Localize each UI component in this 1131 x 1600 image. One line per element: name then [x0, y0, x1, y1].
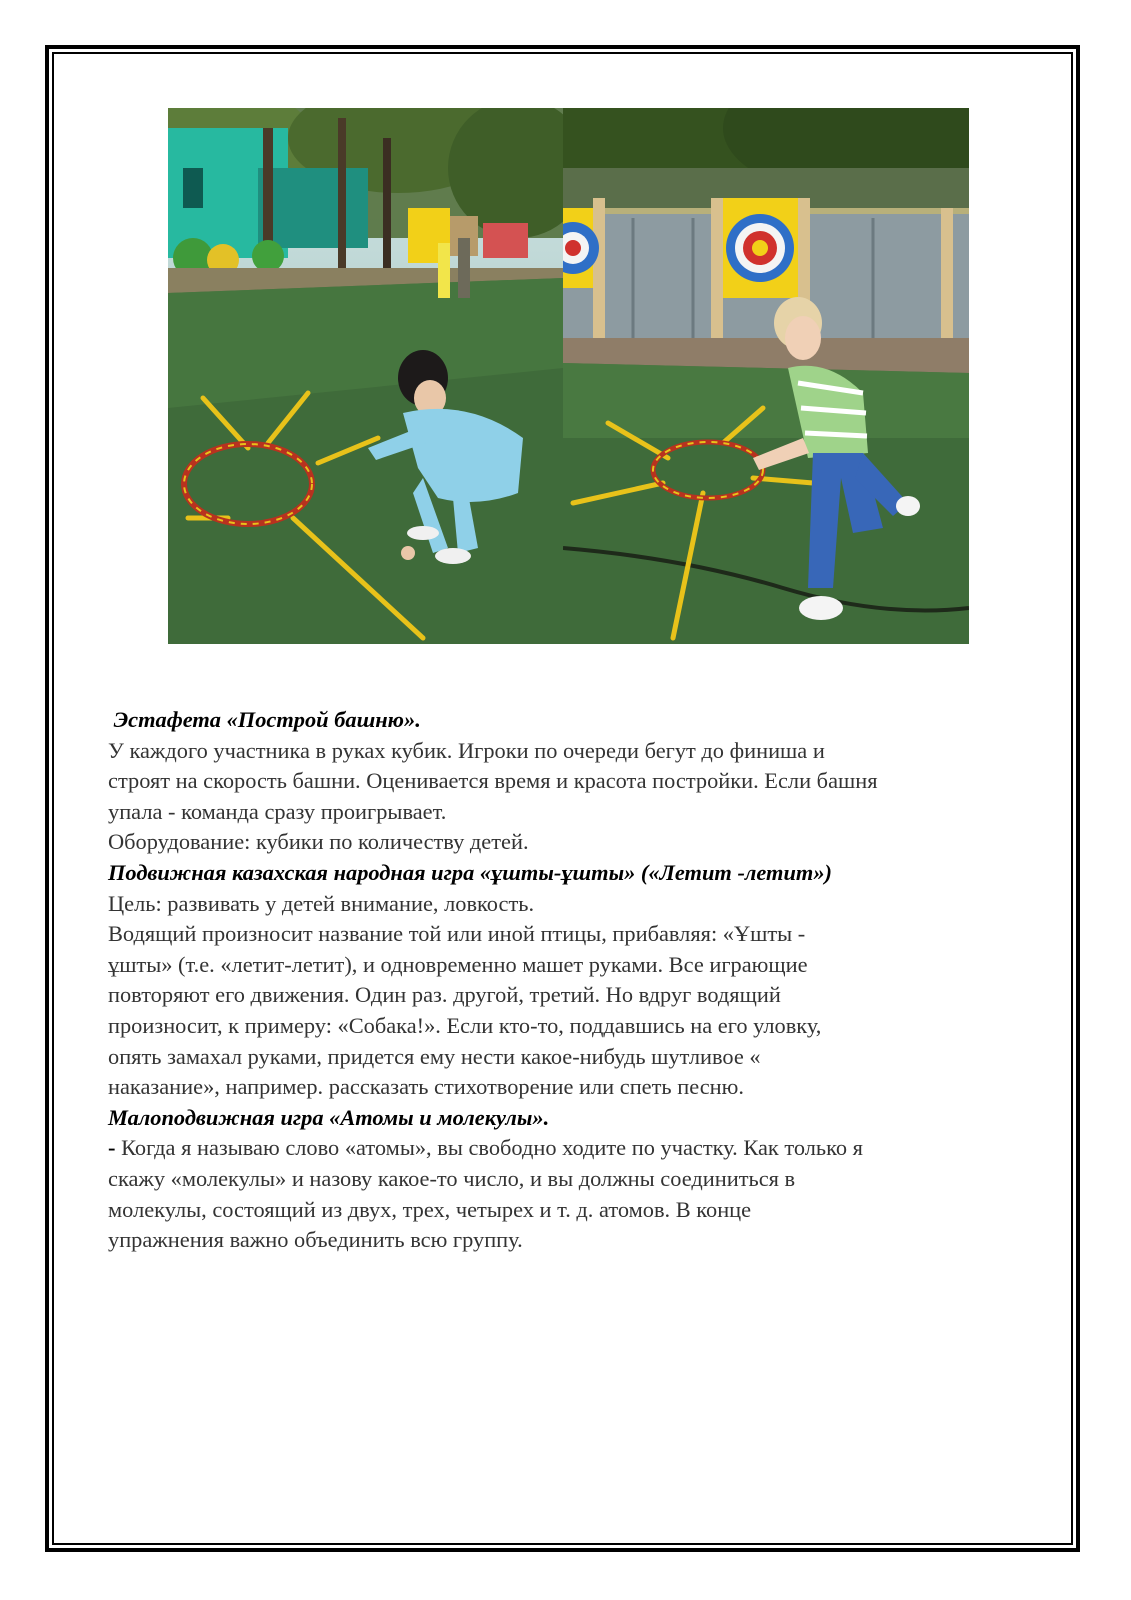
- paragraph-line: У каждого участника в руках кубик. Игроки по очереди бегут до финиша и: [108, 737, 825, 763]
- paragraph-line: [108, 1133, 1043, 1164]
- photo-strip: [168, 108, 969, 644]
- section-title-kazakh-game: Подвижная казахская народная игра «ұшты-ұшты» («Летит -летит»): [108, 859, 832, 885]
- paragraph-line: строят на скорость башни. Оценивается время и красота постройки. Если башня: [108, 768, 878, 794]
- paragraph-line: наказание», например. рассказать стихотворение или спеть песню.: [108, 1074, 744, 1100]
- photo-girl-hoop-playground: [168, 108, 563, 644]
- paragraph-line-text: Когда я называю слово «атомы», вы свободно ходите по участку. Как только я: [115, 1135, 863, 1161]
- section-title-relay: Эстафета «Построй башню».: [108, 707, 421, 732]
- paragraph-line: ұшты» (т.е. «летит-летит), и одновременно машет руками. Все играющие: [108, 951, 808, 977]
- paragraph-line: произносит, к примеру: «Собака!». Если кто-то, поддавшись на его уловку,: [108, 1012, 822, 1038]
- paragraph-line: опять замахал руками, придется ему нести какое-нибудь шутливое «: [108, 1043, 761, 1069]
- paragraph-line: повторяют его движения. Один раз. другой, третий. Но вдруг водящий: [108, 982, 781, 1008]
- lead-dash: -: [108, 1135, 116, 1161]
- goal-line: Цель: развивать у детей внимание, ловкость.: [108, 890, 535, 916]
- paragraph-line: Водящий произносит название той или иной птицы, прибавляя: «Ұшты -: [108, 921, 806, 947]
- paragraph-line: упала - команда сразу проигрывает.: [108, 798, 447, 824]
- paragraph-line: упражнения важно объединить всю группу.: [108, 1227, 523, 1253]
- paragraph-line: молекулы, состоящий из двух, трех, четырех и т. д. атомов. В конце: [108, 1196, 752, 1222]
- equipment-line: Оборудование: кубики по количеству детей.: [108, 829, 529, 855]
- document-text: [108, 705, 1043, 1256]
- photo-girl-hoop-targets: [563, 108, 969, 644]
- paragraph-line: скажу «молекулы» и назову какое-то число, и вы должны соединиться в: [108, 1165, 796, 1191]
- section-title-atoms: Малоподвижная игра «Атомы и молекулы».: [108, 1104, 550, 1130]
